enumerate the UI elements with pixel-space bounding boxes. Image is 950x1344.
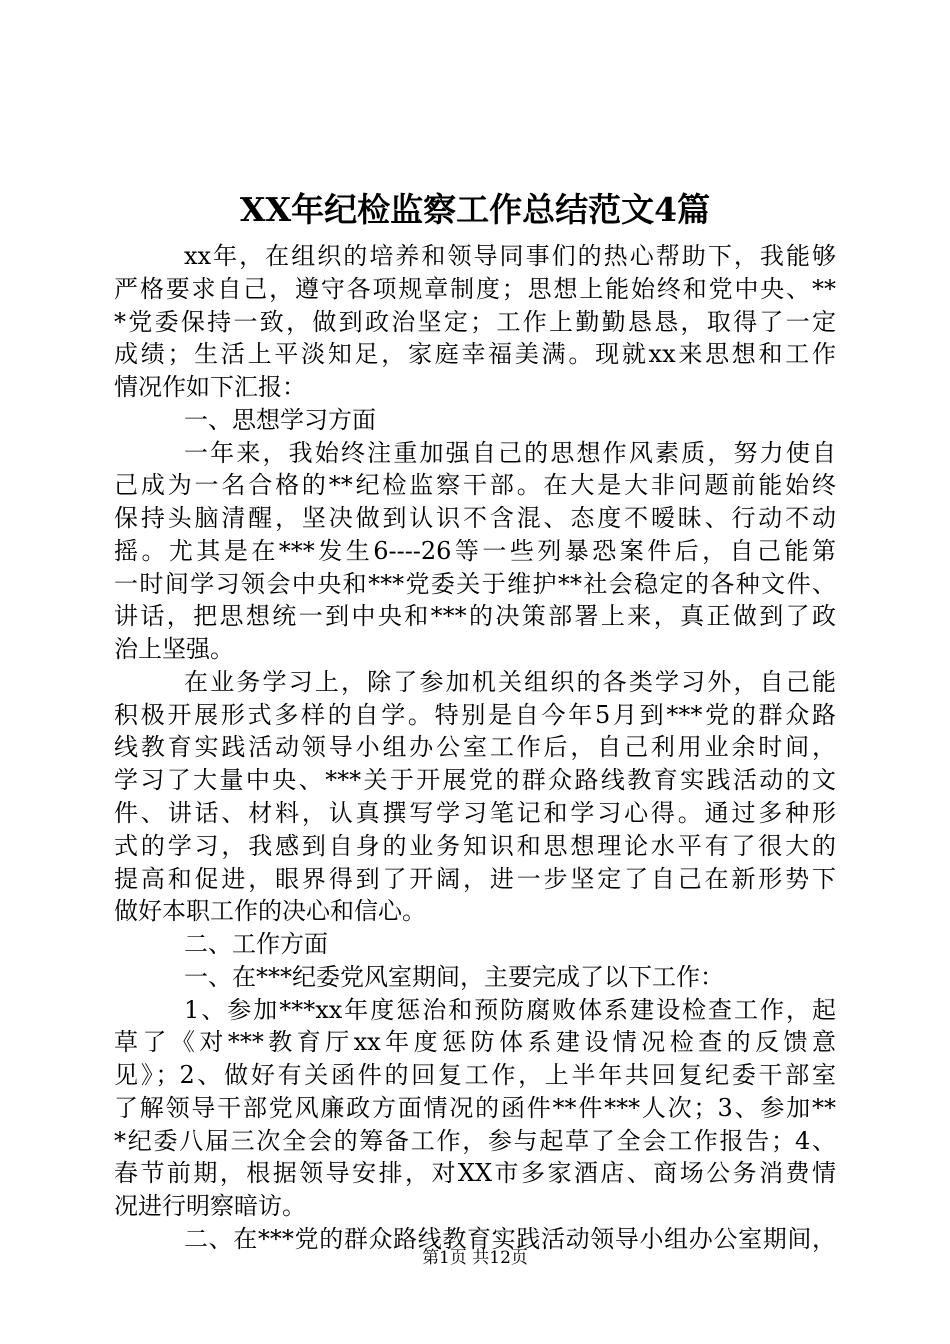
body-line: 积极开展形式多样的自学。特别是自今年5月到***党的群众路: [114, 700, 836, 729]
body-line: 草了《对***教育厅xx年度惩防体系建设情况检查的反馈意: [114, 1028, 836, 1057]
body-line: 做好本职工作的决心和信心。: [114, 897, 426, 926]
body-line: 提高和促进，眼界得到了开阔，进一步坚定了自己在新形势下: [114, 864, 836, 893]
body-line: 讲话，把思想统一到中央和***的决策部署上来，真正做到了政: [114, 602, 836, 631]
body-line: 成绩；生活上平淡知足，家庭幸福美满。现就xx来思想和工作: [114, 340, 836, 369]
body-line: xx年，在组织的培养和领导同事们的热心帮助下，我能够: [184, 242, 836, 270]
body-line: 在业务学习上，除了参加机关组织的各类学习外，自己能: [184, 667, 836, 696]
body-line: 保持头脑清醒，坚决做到认识不含混、态度不暧昧、行动不动: [114, 504, 836, 533]
section-heading: 一、思想学习方面: [184, 405, 376, 434]
body-line: 况进行明察暗访。: [114, 1192, 306, 1221]
body-line: 己成为一名合格的**纪检监察干部。在大是大非问题前能始终: [114, 471, 836, 500]
document-body: [114, 240, 836, 1256]
body-line: 1、参加***xx年度惩治和预防腐败体系建设检查工作，起: [184, 995, 836, 1024]
body-line: 摇。尤其是在***发生6----26等一些列暴恐案件后，自己能第: [114, 536, 836, 565]
body-line: 情况作如下汇报：: [114, 373, 306, 402]
body-line: 二、在***党的群众路线教育实践活动领导小组办公室期间，: [184, 1224, 836, 1253]
body-line: 见》；2、做好有关函件的回复工作，上半年共回复纪委干部室: [114, 1061, 836, 1090]
body-line: 严格要求自己，遵守各项规章制度；思想上能始终和党中央、**: [114, 274, 836, 303]
body-line: 一、在***纪委党风室期间，主要完成了以下工作：: [184, 962, 724, 991]
body-line: *纪委八届三次全会的筹备工作，参与起草了全会工作报告；4、: [114, 1126, 836, 1155]
section-heading: 二、工作方面: [184, 930, 328, 959]
body-line: 线教育实践活动领导小组办公室工作后，自己利用业余时间，: [114, 733, 836, 762]
page-number: 第1页 共12页: [422, 1248, 528, 1268]
body-line: 式的学习，我感到自身的业务知识和思想理论水平有了很大的: [114, 831, 836, 860]
body-line: 件、讲话、材料，认真撰写学习笔记和学习心得。通过多种形: [114, 799, 836, 828]
body-line: 春节前期，根据领导安排，对XX市多家酒店、商场公务消费情: [114, 1159, 836, 1188]
body-line: 一时间学习领会中央和***党委关于维护**社会稳定的各种文件、: [114, 569, 836, 598]
body-line: 治上坚强。: [114, 635, 234, 664]
body-line: 学习了大量中央、***关于开展党的群众路线教育实践活动的文: [114, 766, 836, 795]
body-line: 了解领导干部党风廉政方面情况的函件**件***人次；3、参加**: [114, 1093, 836, 1122]
body-line: *党委保持一致，做到政治坚定；工作上勤勤恳恳，取得了一定: [114, 307, 836, 336]
document-title: XX年纪检监察工作总结范文4篇: [239, 190, 711, 229]
body-line: 一年来，我始终注重加强自己的思想作风素质，努力使自: [184, 438, 836, 467]
